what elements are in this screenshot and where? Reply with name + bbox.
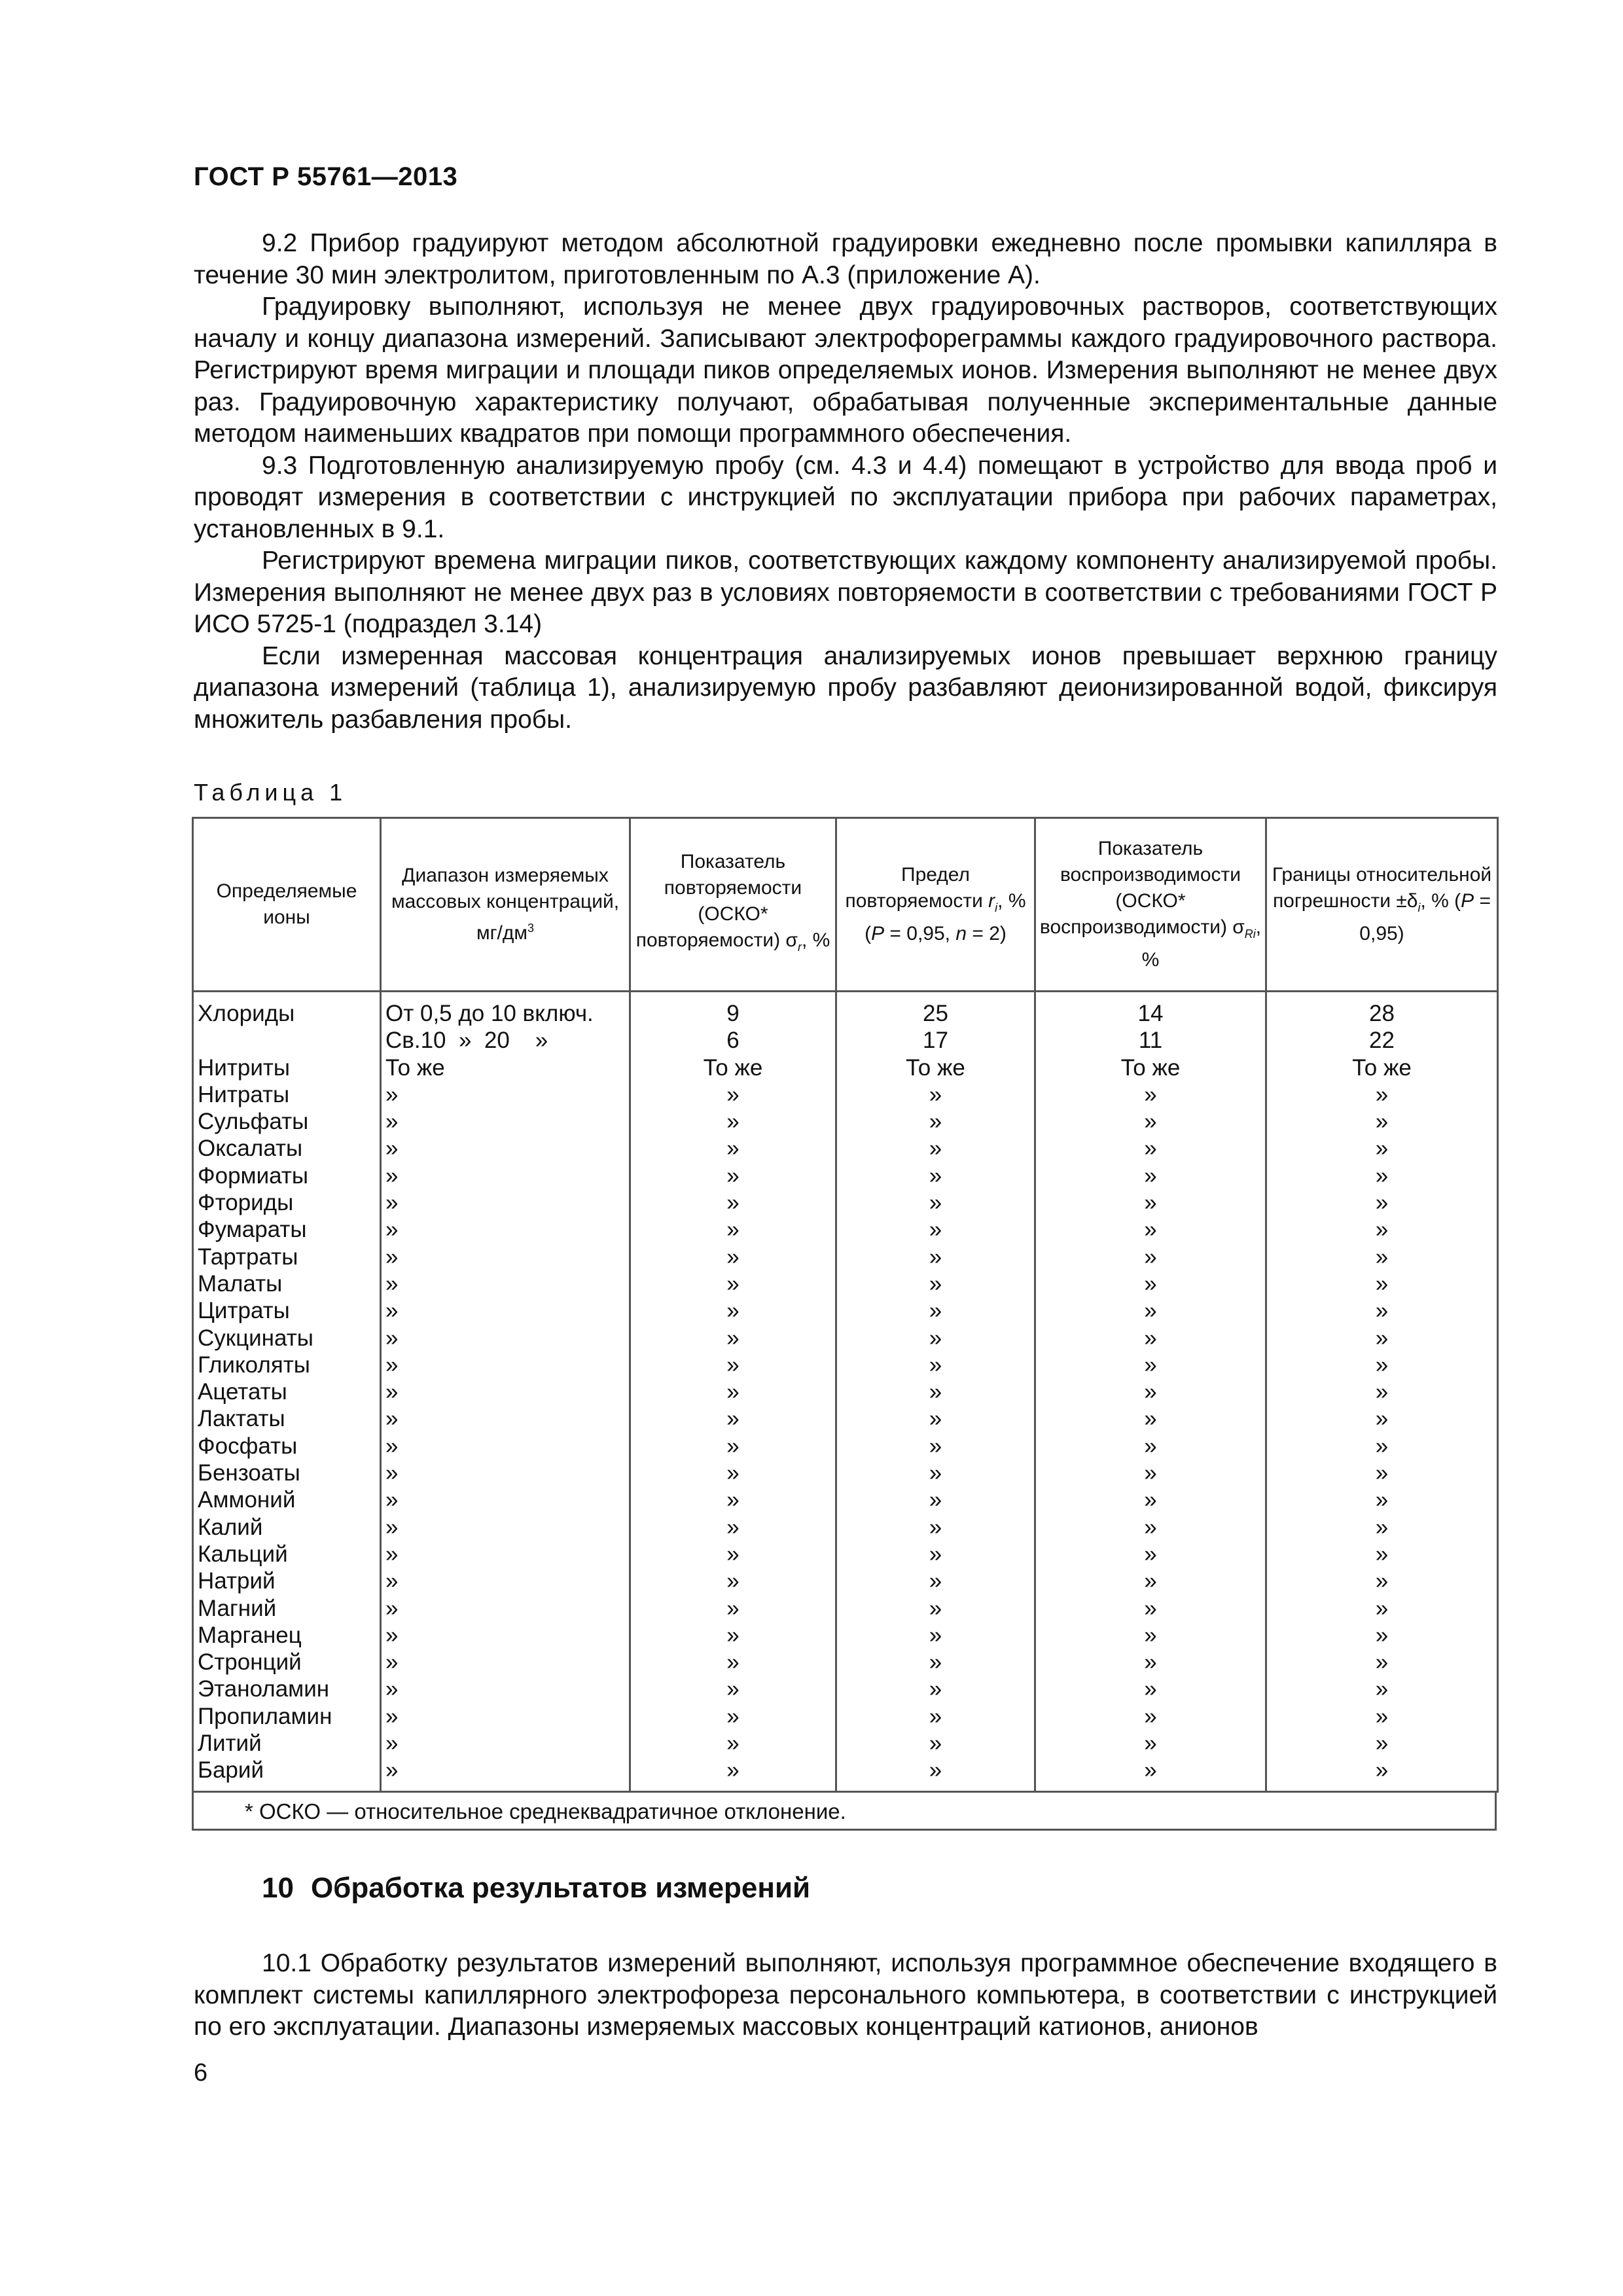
repeatability-limit-cell: » [836, 1622, 1035, 1649]
repeatability-index-cell: » [630, 1649, 836, 1676]
range-cell: » [381, 1378, 630, 1405]
repeatability-limit-cell: » [836, 1162, 1035, 1189]
paragraph-migration: Регистрируют времена миграции пиков, соответствующих каждому компоненту анализируемой пробы. Измерения выполняют не менее двух раз в условиях повторяемости в соответствии с требованиями ГОСТ Р ИСО 5725-1 (подраздел 3.14) [194, 547, 1497, 638]
range-cell: » [381, 1216, 630, 1243]
header-repeatability-limit: Предел повторяемости $r_i$, % (P = 0,95, n = 2) [836, 818, 1035, 992]
reproducibility-index-cell: » [1035, 1378, 1266, 1405]
error-bounds-cell: » [1266, 1162, 1498, 1189]
reproducibility-index-cell: » [1035, 1541, 1266, 1568]
repeatability-index-cell: » [630, 1405, 836, 1432]
ion-name: Сукцинаты [193, 1325, 381, 1352]
range-cell: » [381, 1270, 630, 1297]
range-cell: » [381, 1162, 630, 1189]
repeatability-index-cell: » [630, 1568, 836, 1594]
reproducibility-index-cell: » [1035, 1325, 1266, 1352]
paragraph-9-2: 9.2 Прибор градуируют методом абсолютной градуировки ежедневно после промывки капилляра в течение 30 мин электролитом, приготовленным по А.3 (приложение А). [194, 229, 1497, 289]
ion-name: Магний [193, 1595, 381, 1622]
range-cell: » [381, 1541, 630, 1568]
ion-name: Натрий [193, 1568, 381, 1594]
range-cell: То же [381, 1054, 630, 1081]
header-range: Диапазон измеряемых массовых концентраций, $мг/дм^3$ [381, 818, 630, 992]
error-bounds-cell: » [1266, 1325, 1498, 1352]
repeatability-limit-cell: » [836, 1568, 1035, 1594]
reproducibility-index-cell: » [1035, 1352, 1266, 1378]
table-body [193, 992, 1498, 1792]
ion-name [193, 1027, 381, 1054]
table-row [193, 1135, 1498, 1162]
table-row [193, 1270, 1498, 1297]
error-bounds-cell: » [1266, 1378, 1498, 1405]
repeatability-limit-cell: » [836, 1676, 1035, 1702]
repeatability-index-cell: » [630, 1325, 836, 1352]
error-bounds-cell: » [1266, 1649, 1498, 1676]
range-cell: » [381, 1433, 630, 1460]
repeatability-index-cell: » [630, 1514, 836, 1541]
reproducibility-index-cell: » [1035, 1730, 1266, 1757]
paragraph-dilution: Если измеренная массовая концентрация анализируемых ионов превышает верхнюю границу диапазона измерений (таблица 1), анализируемую пробу разбавляют деионизированной водой, фиксируя множитель разбавления пробы. [194, 641, 1497, 734]
ion-name: Нитриты [193, 1054, 381, 1081]
table-caption: Таблица 1 [194, 779, 348, 806]
repeatability-limit-cell: 25 [836, 992, 1035, 1028]
range-cell: » [381, 1757, 630, 1791]
ion-name: Калий [193, 1514, 381, 1541]
error-bounds-cell: » [1266, 1244, 1498, 1270]
ion-name: Малаты [193, 1270, 381, 1297]
repeatability-index-cell: » [630, 1730, 836, 1757]
repeatability-index-cell: » [630, 1270, 836, 1297]
table-row [193, 1568, 1498, 1594]
range-cell: » [381, 1352, 630, 1378]
range-cell: » [381, 1730, 630, 1757]
error-bounds-cell: » [1266, 1270, 1498, 1297]
document-header: ГОСТ Р 55761—2013 [194, 162, 458, 191]
table-row [193, 1649, 1498, 1676]
table-row [193, 1486, 1498, 1513]
repeatability-limit-cell: » [836, 1244, 1035, 1270]
ion-name: Пропиламин [193, 1703, 381, 1730]
repeatability-limit-cell: 17 [836, 1027, 1035, 1054]
ion-name: Лактаты [193, 1405, 381, 1432]
table-row [193, 1352, 1498, 1378]
table-row [193, 1081, 1498, 1108]
ion-name: Сульфаты [193, 1108, 381, 1135]
data-table [192, 817, 1499, 1793]
error-bounds-cell: » [1266, 1135, 1498, 1162]
repeatability-index-cell: » [630, 1297, 836, 1324]
error-bounds-cell: » [1266, 1405, 1498, 1432]
ion-name: Хлориды [193, 992, 381, 1028]
range-cell: » [381, 1703, 630, 1730]
error-bounds-cell: » [1266, 1081, 1498, 1108]
range-cell: » [381, 1486, 630, 1513]
error-bounds-cell: » [1266, 1514, 1498, 1541]
table-row [193, 1460, 1498, 1486]
range-cell: » [381, 1622, 630, 1649]
reproducibility-index-cell: » [1035, 1244, 1266, 1270]
range-cell: » [381, 1405, 630, 1432]
reproducibility-index-cell: » [1035, 1757, 1266, 1791]
range-cell: » [381, 1108, 630, 1135]
range-cell: От 0,5 до 10 включ. [381, 992, 630, 1028]
range-cell: » [381, 1460, 630, 1486]
range-cell: » [381, 1135, 630, 1162]
reproducibility-index-cell: » [1035, 1162, 1266, 1189]
table-row [193, 1514, 1498, 1541]
reproducibility-index-cell: » [1035, 1595, 1266, 1622]
reproducibility-index-cell: » [1035, 1460, 1266, 1486]
ion-name: Кальций [193, 1541, 381, 1568]
paragraph-calibration: Градуировку выполняют, используя не менее двух градуировочных растворов, соответствующих началу и концу диапазона измерений. Записывают электрофореграммы каждого градуировочного раствора. Регистрируют время миграции и площади пиков определяемых ионов. Измерения выполняют не менее двух раз. Градуировочную характеристику получают, обрабатывая полученные экспериментальные данные методом наименьших квадратов при помощи программного обеспечения. [194, 293, 1497, 448]
repeatability-index-cell: » [630, 1108, 836, 1135]
repeatability-index-cell: 6 [630, 1027, 836, 1054]
table-row [193, 1595, 1498, 1622]
table-row [193, 1730, 1498, 1757]
ion-name: Тартраты [193, 1244, 381, 1270]
table-row [193, 1244, 1498, 1270]
section-number: 10 [262, 1872, 294, 1904]
table-row [193, 1162, 1498, 1189]
reproducibility-index-cell: » [1035, 1270, 1266, 1297]
table-row [193, 1703, 1498, 1730]
header-ions: Определяемые ионы [193, 818, 381, 992]
range-cell: » [381, 1514, 630, 1541]
error-bounds-cell: » [1266, 1622, 1498, 1649]
repeatability-index-cell: 9 [630, 992, 836, 1028]
ion-name: Ацетаты [193, 1378, 381, 1405]
range-cell: » [381, 1676, 630, 1702]
repeatability-limit-cell: » [836, 1352, 1035, 1378]
range-cell: » [381, 1244, 630, 1270]
error-bounds-cell: » [1266, 1541, 1498, 1568]
repeatability-index-cell: » [630, 1541, 836, 1568]
repeatability-index-cell: » [630, 1378, 836, 1405]
table-row [193, 1405, 1498, 1432]
section-heading [262, 1872, 810, 1905]
repeatability-limit-cell: » [836, 1297, 1035, 1324]
reproducibility-index-cell: » [1035, 1703, 1266, 1730]
ion-name: Барий [193, 1757, 381, 1791]
range-cell: » [381, 1297, 630, 1324]
error-bounds-cell: » [1266, 1676, 1498, 1702]
error-bounds-cell: » [1266, 1216, 1498, 1243]
reproducibility-index-cell: » [1035, 1514, 1266, 1541]
repeatability-limit-cell: » [836, 1595, 1035, 1622]
reproducibility-index-cell: » [1035, 1216, 1266, 1243]
repeatability-limit-cell: » [836, 1486, 1035, 1513]
error-bounds-cell: То же [1266, 1054, 1498, 1081]
reproducibility-index-cell: » [1035, 1486, 1266, 1513]
range-cell: » [381, 1649, 630, 1676]
repeatability-index-cell: » [630, 1703, 836, 1730]
table-row [193, 1027, 1498, 1054]
reproducibility-index-cell: » [1035, 1135, 1266, 1162]
error-bounds-cell: 22 [1266, 1027, 1498, 1054]
range-cell: Св.10 » 20 » [381, 1027, 630, 1054]
table-row [193, 1325, 1498, 1352]
repeatability-limit-cell: » [836, 1378, 1035, 1405]
page-number: 6 [194, 2059, 208, 2087]
repeatability-index-cell: » [630, 1189, 836, 1216]
repeatability-index-cell: » [630, 1595, 836, 1622]
ion-name: Формиаты [193, 1162, 381, 1189]
repeatability-limit-cell: » [836, 1433, 1035, 1460]
error-bounds-cell: » [1266, 1352, 1498, 1378]
table-container [192, 817, 1497, 1831]
reproducibility-index-cell: То же [1035, 1054, 1266, 1081]
repeatability-limit-cell: То же [836, 1054, 1035, 1081]
repeatability-index-cell: » [630, 1081, 836, 1108]
error-bounds-cell: » [1266, 1730, 1498, 1757]
reproducibility-index-cell: » [1035, 1297, 1266, 1324]
range-cell: » [381, 1568, 630, 1594]
reproducibility-index-cell: » [1035, 1405, 1266, 1432]
table-footnote: * ОСКО — относительное среднеквадратичное отклонение. [192, 1793, 1497, 1831]
repeatability-index-cell: » [630, 1622, 836, 1649]
ion-name: Гликоляты [193, 1352, 381, 1378]
ion-name: Стронций [193, 1649, 381, 1676]
error-bounds-cell: » [1266, 1595, 1498, 1622]
ion-name: Литий [193, 1730, 381, 1757]
table-row [193, 1676, 1498, 1702]
repeatability-limit-cell: » [836, 1135, 1035, 1162]
reproducibility-index-cell: » [1035, 1622, 1266, 1649]
ion-name: Цитраты [193, 1297, 381, 1324]
reproducibility-index-cell: » [1035, 1676, 1266, 1702]
range-cell: » [381, 1189, 630, 1216]
repeatability-limit-cell: » [836, 1325, 1035, 1352]
error-bounds-cell: » [1266, 1108, 1498, 1135]
table-row [193, 1757, 1498, 1791]
header-repeatability-index: Показатель повторяемости (ОСКО* повторяемости) $\sigma_r$, % [630, 818, 836, 992]
ion-name: Оксалаты [193, 1135, 381, 1162]
error-bounds-cell: » [1266, 1703, 1498, 1730]
ion-name: Фосфаты [193, 1433, 381, 1460]
repeatability-limit-cell: » [836, 1108, 1035, 1135]
ion-name: Нитраты [193, 1081, 381, 1108]
range-cell: » [381, 1325, 630, 1352]
error-bounds-cell: » [1266, 1757, 1498, 1791]
ion-name: Фториды [193, 1189, 381, 1216]
repeatability-limit-cell: » [836, 1270, 1035, 1297]
paragraph-9-3: 9.3 Подготовленную анализируемую пробу (см. 4.3 и 4.4) помещают в устройство для ввода проб и проводят измерения в соответствии с инструкцией по эксплуатации прибора при рабочих параметрах, установленных в 9.1. [194, 451, 1497, 543]
paragraph-10-1: 10.1 Обработку результатов измерений выполняют, используя программное обеспечение входящего в комплект системы капиллярного электрофореза персонального компьютера, в соответствии с инструкцией по его эксплуатации. Диапазоны измеряемых массовых концентраций катионов, анионов [194, 1949, 1497, 2041]
body-text [194, 228, 1497, 736]
header-error-bounds: Границы относительной погрешности $\pm\delta_i$, % (P = 0,95) [1266, 818, 1498, 992]
repeatability-limit-cell: » [836, 1703, 1035, 1730]
error-bounds-cell: » [1266, 1460, 1498, 1486]
repeatability-index-cell: » [630, 1486, 836, 1513]
repeatability-limit-cell: » [836, 1216, 1035, 1243]
ion-name: Бензоаты [193, 1460, 381, 1486]
repeatability-index-cell: » [630, 1216, 836, 1243]
table-row [193, 1622, 1498, 1649]
ion-name: Этаноламин [193, 1676, 381, 1702]
repeatability-index-cell: » [630, 1135, 836, 1162]
repeatability-index-cell: То же [630, 1054, 836, 1081]
range-cell: » [381, 1595, 630, 1622]
table-row [193, 1108, 1498, 1135]
repeatability-limit-cell: » [836, 1405, 1035, 1432]
table-row [193, 1378, 1498, 1405]
ion-name: Марганец [193, 1622, 381, 1649]
table-row [193, 992, 1498, 1028]
section-body [194, 1948, 1497, 2043]
repeatability-index-cell: » [630, 1162, 836, 1189]
table-row [193, 1216, 1498, 1243]
section-title: Обработка результатов измерений [310, 1872, 811, 1904]
error-bounds-cell: » [1266, 1568, 1498, 1594]
reproducibility-index-cell: » [1035, 1433, 1266, 1460]
reproducibility-index-cell: » [1035, 1081, 1266, 1108]
table-row [193, 1189, 1498, 1216]
ion-name: Фумараты [193, 1216, 381, 1243]
reproducibility-index-cell: » [1035, 1649, 1266, 1676]
reproducibility-index-cell: » [1035, 1189, 1266, 1216]
repeatability-limit-cell: » [836, 1649, 1035, 1676]
repeatability-limit-cell: » [836, 1460, 1035, 1486]
error-bounds-cell: » [1266, 1486, 1498, 1513]
table-row [193, 1541, 1498, 1568]
repeatability-limit-cell: » [836, 1730, 1035, 1757]
error-bounds-cell: 28 [1266, 992, 1498, 1028]
reproducibility-index-cell: » [1035, 1568, 1266, 1594]
table-row [193, 1433, 1498, 1460]
table-header-row [193, 818, 1498, 992]
repeatability-limit-cell: » [836, 1541, 1035, 1568]
repeatability-index-cell: » [630, 1352, 836, 1378]
repeatability-limit-cell: » [836, 1189, 1035, 1216]
reproducibility-index-cell: 14 [1035, 992, 1266, 1028]
repeatability-index-cell: » [630, 1460, 836, 1486]
error-bounds-cell: » [1266, 1189, 1498, 1216]
error-bounds-cell: » [1266, 1297, 1498, 1324]
reproducibility-index-cell: 11 [1035, 1027, 1266, 1054]
ion-name: Аммоний [193, 1486, 381, 1513]
reproducibility-index-cell: » [1035, 1108, 1266, 1135]
header-reproducibility-index: Показатель воспроизводимости (ОСКО* воспроизводимости) $\sigma_{Ri}$, % [1035, 818, 1266, 992]
repeatability-index-cell: » [630, 1433, 836, 1460]
repeatability-index-cell: » [630, 1244, 836, 1270]
table-row [193, 1054, 1498, 1081]
table-row [193, 1297, 1498, 1324]
repeatability-limit-cell: » [836, 1081, 1035, 1108]
repeatability-index-cell: » [630, 1757, 836, 1791]
repeatability-limit-cell: » [836, 1757, 1035, 1791]
repeatability-limit-cell: » [836, 1514, 1035, 1541]
range-cell: » [381, 1081, 630, 1108]
repeatability-index-cell: » [630, 1676, 836, 1702]
error-bounds-cell: » [1266, 1433, 1498, 1460]
